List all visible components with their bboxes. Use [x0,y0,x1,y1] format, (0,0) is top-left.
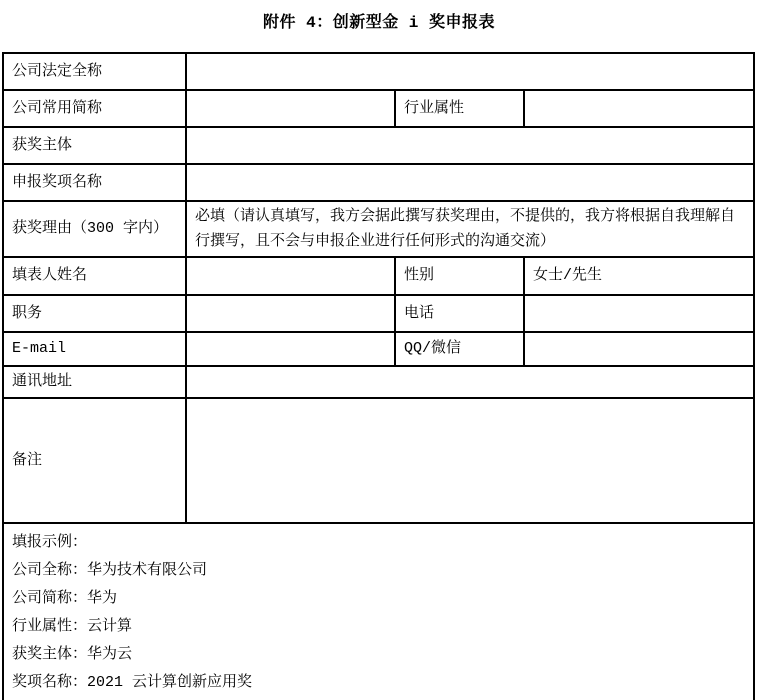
example-block [3,523,754,700]
row-email [3,332,754,366]
cell-label-award-reason: 获奖理由（300 字内） [3,201,186,257]
cell-value-company-short-name[interactable] [186,90,395,127]
cell-label-filler-name: 填表人姓名 [3,257,186,295]
cell-value-job-title[interactable] [186,295,395,332]
cell-value-award-subject[interactable] [186,127,754,164]
cell-label-mailing-address: 通讯地址 [3,366,186,398]
cell-value-industry[interactable] [524,90,754,127]
cell-value-company-full-name[interactable] [186,53,754,90]
cell-value-mailing-address[interactable] [186,366,754,398]
row-mailing-address [3,366,754,398]
cell-label-company-full-name: 公司法定全称 [3,53,186,90]
example-line-award-subject: 获奖主体：华为云 [12,646,133,663]
row-award-title [3,164,754,201]
application-form-table [2,52,755,700]
cell-value-gender[interactable]: 女士/先生 [524,257,754,295]
row-company-short-name [3,90,754,127]
row-filler-name [3,257,754,295]
cell-label-remark: 备注 [3,398,186,523]
cell-label-company-short-name: 公司常用简称 [3,90,186,127]
cell-value-qq-wechat[interactable] [524,332,754,366]
page-title: 附件 4：创新型金 i 奖申报表 [262,14,495,32]
cell-label-job-title: 职务 [3,295,186,332]
example-line-company-full-name: 公司全称：华为技术有限公司 [12,562,208,579]
row-job-title [3,295,754,332]
cell-label-qq-wechat: QQ/微信 [395,332,524,366]
cell-value-remark[interactable] [186,398,754,523]
cell-label-gender: 性别 [395,257,524,295]
example-line-heading: 填报示例： [12,534,88,551]
cell-label-phone: 电话 [395,295,524,332]
cell-value-filler-name[interactable] [186,257,395,295]
cell-label-industry: 行业属性 [395,90,524,127]
row-award-subject [3,127,754,164]
row-award-reason [3,201,754,257]
cell-value-award-reason[interactable]: 必填（请认真填写，我方会据此撰写获奖理由，不提供的，我方将根据自我理解自行撰写，且不会与申报企业进行任何形式的沟通交流） [186,201,754,257]
cell-value-phone[interactable] [524,295,754,332]
cell-label-award-subject: 获奖主体 [3,127,186,164]
cell-value-award-title[interactable] [186,164,754,201]
cell-label-award-title: 申报奖项名称 [3,164,186,201]
row-remark [3,398,754,523]
row-company-full-name [3,53,754,90]
row-example [3,523,754,700]
cell-label-email: E-mail [3,332,186,366]
example-line-company-short-name: 公司简称：华为 [12,590,118,607]
example-line-industry: 行业属性：云计算 [12,618,133,635]
example-line-award-title: 奖项名称：2021 云计算创新应用奖 [12,674,253,691]
cell-value-email[interactable] [186,332,395,366]
